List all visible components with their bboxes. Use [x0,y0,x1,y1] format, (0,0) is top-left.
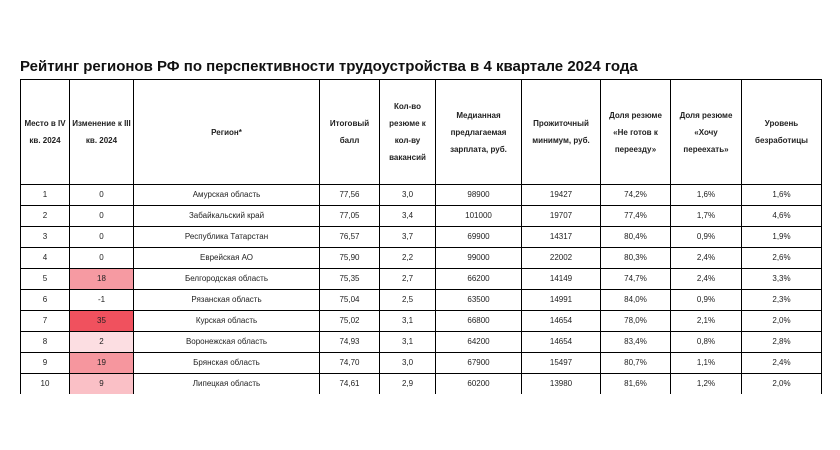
place-cell: 6 [21,290,70,311]
column-header-place: Место в IV кв. 2024 [21,80,70,185]
region-cell: Курская область [134,311,320,332]
column-header-change: Изменение к III кв. 2024 [70,80,134,185]
table-row [21,227,822,248]
score-cell: 75,02 [320,311,380,332]
page-title: Рейтинг регионов РФ по перспективности трудоустройства в 4 квартале 2024 года [20,58,638,75]
ratio-cell: 3,4 [380,206,436,227]
region-cell: Амурская область [134,185,320,206]
ratio-cell: 3,0 [380,185,436,206]
unemployment-cell: 2,4% [742,353,822,374]
subsistence-cell: 14991 [522,290,601,311]
place-cell: 8 [21,332,70,353]
want-move-cell: 2,1% [671,311,742,332]
want-move-cell: 0,8% [671,332,742,353]
not-ready-cell: 80,7% [601,353,671,374]
unemployment-cell: 1,6% [742,185,822,206]
subsistence-cell: 14654 [522,332,601,353]
want-move-cell: 1,2% [671,374,742,395]
table-body [21,185,822,395]
change-cell: 9 [70,374,134,395]
place-cell: 10 [21,374,70,395]
change-cell: 35 [70,311,134,332]
score-cell: 74,70 [320,353,380,374]
not-ready-cell: 77,4% [601,206,671,227]
table-row [21,248,822,269]
change-cell: 19 [70,353,134,374]
want-move-cell: 2,4% [671,269,742,290]
place-cell: 7 [21,311,70,332]
ratio-cell: 3,7 [380,227,436,248]
not-ready-cell: 78,0% [601,311,671,332]
table-row [21,353,822,374]
subsistence-cell: 14654 [522,311,601,332]
salary-cell: 60200 [436,374,522,395]
salary-cell: 69900 [436,227,522,248]
unemployment-cell: 4,6% [742,206,822,227]
not-ready-cell: 74,2% [601,185,671,206]
unemployment-cell: 2,8% [742,332,822,353]
unemployment-cell: 3,3% [742,269,822,290]
column-header-not-ready: Доля резюме «Не готов к переезду» [601,80,671,185]
ratio-cell: 2,2 [380,248,436,269]
table-row [21,311,822,332]
subsistence-cell: 15497 [522,353,601,374]
unemployment-cell: 2,6% [742,248,822,269]
salary-cell: 66800 [436,311,522,332]
change-cell: -1 [70,290,134,311]
score-cell: 77,56 [320,185,380,206]
table-row [21,290,822,311]
not-ready-cell: 80,3% [601,248,671,269]
column-header-ratio: Кол-во резюме к кол-ву вакансий [380,80,436,185]
score-cell: 75,04 [320,290,380,311]
place-cell: 4 [21,248,70,269]
score-cell: 76,57 [320,227,380,248]
column-header-region: Регион* [134,80,320,185]
not-ready-cell: 80,4% [601,227,671,248]
ratio-cell: 3,1 [380,311,436,332]
region-cell: Рязанская область [134,290,320,311]
salary-cell: 66200 [436,269,522,290]
table-row [21,269,822,290]
table-row [21,185,822,206]
column-header-unemployment: Уровень безработицы [742,80,822,185]
ratio-cell: 2,5 [380,290,436,311]
salary-cell: 98900 [436,185,522,206]
table-row [21,332,822,353]
unemployment-cell: 2,0% [742,374,822,395]
ratio-cell: 2,7 [380,269,436,290]
column-header-want-move: Доля резюме «Хочу переехать» [671,80,742,185]
region-cell: Забайкальский край [134,206,320,227]
region-cell: Липецкая область [134,374,320,395]
score-cell: 75,90 [320,248,380,269]
table-row [21,206,822,227]
place-cell: 9 [21,353,70,374]
region-cell: Белгородская область [134,269,320,290]
score-cell: 74,61 [320,374,380,395]
subsistence-cell: 22002 [522,248,601,269]
subsistence-cell: 13980 [522,374,601,395]
subsistence-cell: 19707 [522,206,601,227]
not-ready-cell: 84,0% [601,290,671,311]
ratio-cell: 3,0 [380,353,436,374]
column-header-score: Итоговый балл [320,80,380,185]
change-cell: 0 [70,227,134,248]
unemployment-cell: 2,3% [742,290,822,311]
score-cell: 74,93 [320,332,380,353]
not-ready-cell: 81,6% [601,374,671,395]
region-cell: Брянская область [134,353,320,374]
place-cell: 1 [21,185,70,206]
want-move-cell: 1,1% [671,353,742,374]
table-row [21,374,822,395]
subsistence-cell: 14149 [522,269,601,290]
subsistence-cell: 19427 [522,185,601,206]
place-cell: 2 [21,206,70,227]
salary-cell: 64200 [436,332,522,353]
place-cell: 5 [21,269,70,290]
change-cell: 0 [70,206,134,227]
want-move-cell: 1,7% [671,206,742,227]
change-cell: 2 [70,332,134,353]
change-cell: 0 [70,248,134,269]
region-cell: Республика Татарстан [134,227,320,248]
salary-cell: 101000 [436,206,522,227]
rating-table [20,79,822,394]
region-cell: Воронежская область [134,332,320,353]
place-cell: 3 [21,227,70,248]
want-move-cell: 0,9% [671,227,742,248]
salary-cell: 67900 [436,353,522,374]
salary-cell: 99000 [436,248,522,269]
region-cell: Еврейская АО [134,248,320,269]
not-ready-cell: 83,4% [601,332,671,353]
want-move-cell: 1,6% [671,185,742,206]
change-cell: 0 [70,185,134,206]
subsistence-cell: 14317 [522,227,601,248]
column-header-salary: Медианная предлагаемая зарплата, руб. [436,80,522,185]
not-ready-cell: 74,7% [601,269,671,290]
unemployment-cell: 1,9% [742,227,822,248]
table-header-row [21,80,822,185]
ratio-cell: 2,9 [380,374,436,395]
change-cell: 18 [70,269,134,290]
ratio-cell: 3,1 [380,332,436,353]
unemployment-cell: 2,0% [742,311,822,332]
want-move-cell: 2,4% [671,248,742,269]
column-header-subsistence: Прожиточный минимум, руб. [522,80,601,185]
score-cell: 77,05 [320,206,380,227]
salary-cell: 63500 [436,290,522,311]
score-cell: 75,35 [320,269,380,290]
want-move-cell: 0,9% [671,290,742,311]
